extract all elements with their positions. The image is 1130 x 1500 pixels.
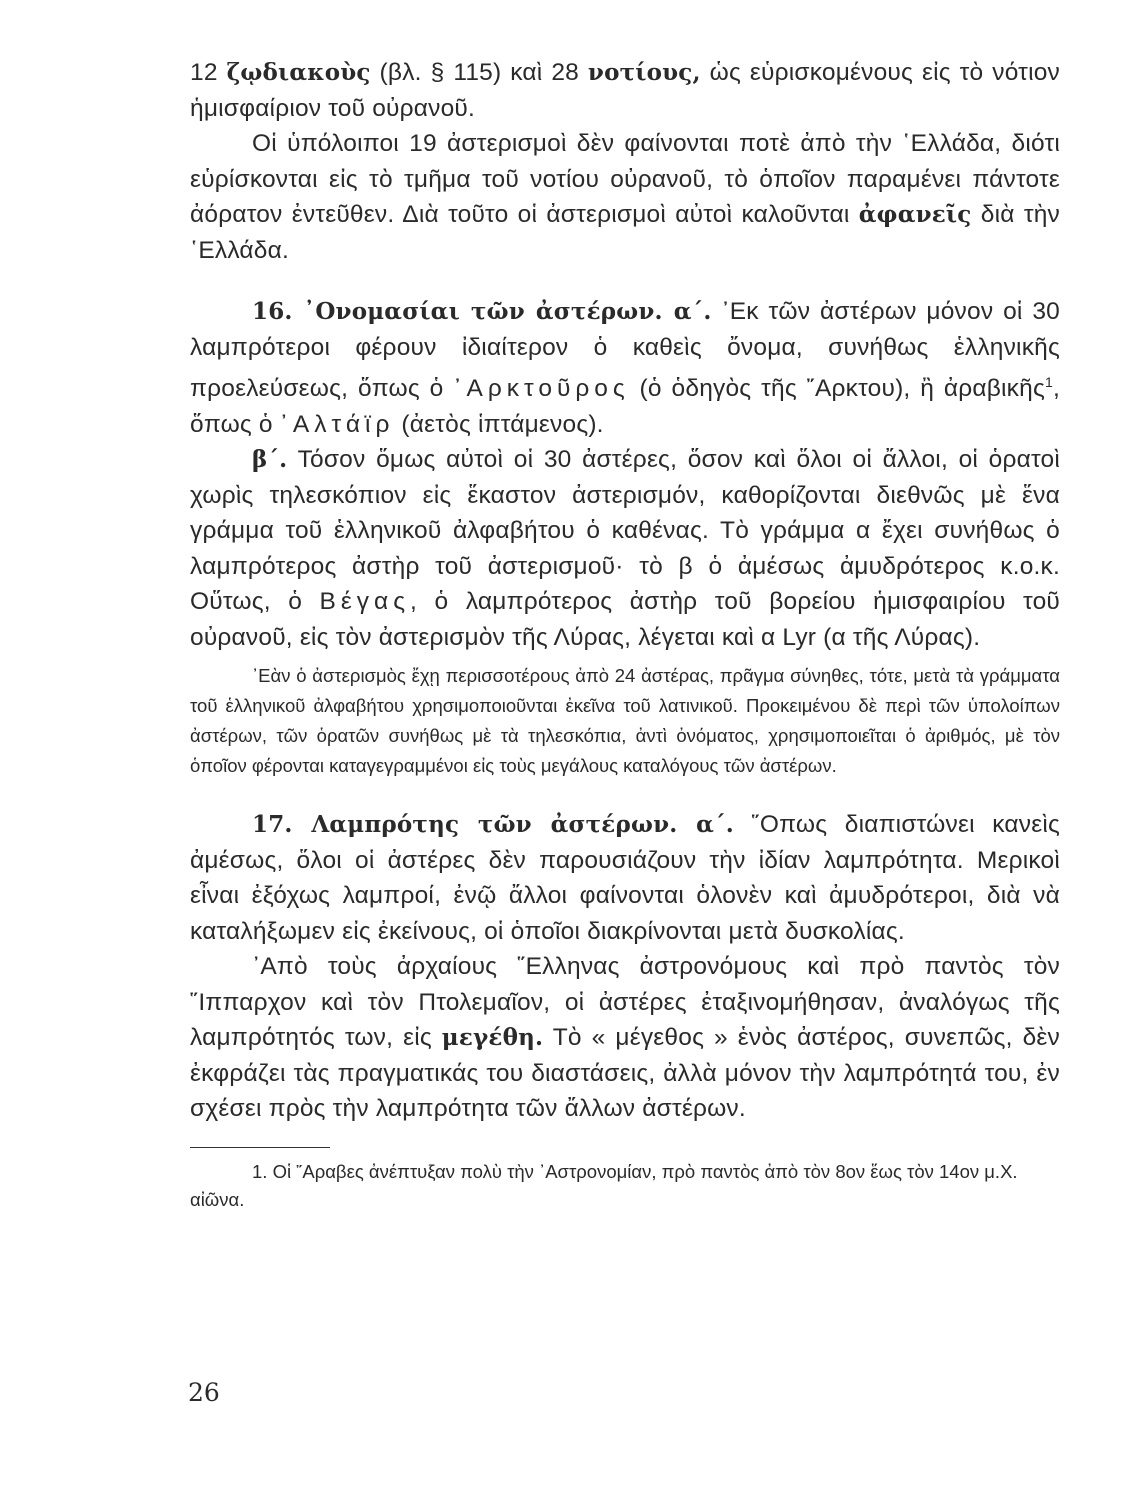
text-run: διὰ τὴν ῾Ελλάδα.: [190, 201, 1061, 264]
footnote: 1. Οἱ ῎Αραβες ἀνέπτυξαν πολὺ τὴν ᾿Αστρονομίαν, πρὸ παντὸς ἀπὸ τὸν 8ον ἕως τὸν 14ον μ.Χ. αἰῶνα.: [190, 1160, 1018, 1210]
spaced-name: Βέγας: [319, 588, 411, 616]
text-run: 12: [190, 59, 227, 86]
text-run: ῞Οπως διαπιστώνει κανεὶς ἀμέσως, ὅλοι οἱ ἀστέρες δὲν παρουσιάζουν τὴν ἰδίαν λαμπρότητα. Μερικοὶ εἶναι ἐξόχως λαμπροί, ἐνῷ ἄλλοι φαίνονται ὁλονὲν καὶ ἀμυδρότεροι, διὰ νὰ καταλήξωμεν εἰς ἐκείνους, οἱ ὁποῖοι διακρίνονται μετὰ δυσκολίας.: [190, 811, 1060, 945]
bold-term: νοτίους,: [587, 59, 701, 86]
bold-term: ἀφανεῖς: [858, 201, 972, 228]
bold-term: ζῳδιακοὺς: [226, 59, 371, 86]
footnote-marker: 1: [1044, 374, 1053, 390]
text-run: Τόσον ὅμως αὐτοὶ οἱ 30 ἀστέρες, ὅσον καὶ ὅλοι οἱ ἄλλοι, οἱ ὁρατοὶ χωρὶς τηλεσκόπιον εἰς ἕκαστον ἀστερισμόν, καθορίζονται διεθνῶς μὲ ἕνα γράμμα τοῦ ἑλληνικοῦ ἀλφαβήτου ὁ καθένας. Τὸ γράμμα α ἔχει συνήθως ὁ λαμπρότερος ἀστὴρ τοῦ ἀστερισμοῦ· τὸ β ὁ ἀμέσως ἀμυδρότερος κ.ο.κ. Οὕτως, ὁ: [190, 446, 1060, 616]
intro-paragraph-2: [190, 126, 1060, 268]
subsection-label: β΄.: [252, 446, 288, 474]
section-16-paragraph-2: [190, 442, 1060, 655]
text-run: (ἀετὸς ἱπτάμενος).: [394, 410, 604, 438]
text-run: (ὁ ὁδηγὸς τῆς ῎Αρκτου), ἢ ἀραβικῆς: [629, 375, 1045, 403]
section-16-heading: 16. ᾿Ονομασίαι τῶν ἀστέρων. α΄.: [252, 298, 712, 325]
text-run: Οἱ ὑπόλοιποι 19 ἀστερισμοὶ δὲν φαίνονται ποτὲ ἀπὸ τὴν ῾Ελλάδα, διότι εὑρίσκονται εἰς τὸ τμῆμα τοῦ νοτίου οὐρανοῦ, τὸ ὁποῖον παραμένει πάντοτε ἀόρατον ἐντεῦθεν. Διὰ τοῦτο οἱ ἀστερισμοὶ αὐτοὶ καλοῦνται: [190, 130, 1060, 228]
page-body: [190, 55, 1060, 1214]
text-run: , ὁ λαμπρότερος ἀστὴρ τοῦ βορείου ἡμισφαιρίου τοῦ οὐρανοῦ, εἰς τὸν ἀστερισμὸν τῆς Λύρας, λέγεται καὶ α Lyr (α τῆς Λύρας).: [190, 588, 1060, 651]
section-17-paragraph-2: [190, 949, 1060, 1127]
text-run: , ὅπως ὁ: [190, 375, 1060, 438]
intro-paragraph-1: [190, 55, 1060, 126]
text-run: Τὸ « μέγεθος » ἑνὸς ἀστέρος, συνεπῶς, δὲν ἐκφράζει τὰς πραγματικάς του διαστάσεις, ἀλλὰ μόνον τὴν λαμπρότητά του, ἐν σχέσει πρὸς τὴν λαμπρότητα τῶν ἄλλων ἀστέρων.: [190, 1024, 1060, 1123]
bold-term: μεγέθη.: [441, 1024, 544, 1052]
section-16-paragraph-1: [190, 294, 1060, 442]
text-run: (βλ. § 115) καὶ 28: [370, 59, 588, 86]
section-16-note: ᾿Εὰν ὁ ἀστερισμὸς ἔχῃ περισσοτέρους ἀπὸ 24 ἀστέρας, πρᾶγμα σύνηθες, τότε, μετὰ τὰ γράμματα τοῦ ἑλληνικοῦ ἀλφαβήτου χρησιμοποιοῦνται ἐκεῖνα τοῦ λατινικοῦ. Προκειμένου δὲ περὶ τῶν ὑπολοίπων ἀστέρων, τῶν ὁρατῶν συνήθως μὲ τὰ τηλεσκόπια, ἀντὶ ὀνόματος, χρησιμοποιεῖται ὁ ἀριθμός, μὲ τὸν ὁποῖον φέρονται καταγεγραμμένοι εἰς τοὺς μεγάλους καταλόγους τῶν ἀστέρων.: [190, 665, 1060, 777]
section-17-heading: 17. Λαμπρότης τῶν ἀστέρων. α΄.: [252, 811, 734, 839]
text-run: ᾿Απὸ τοὺς ἀρχαίους ῞Ελληνας ἀστρονόμους καὶ πρὸ παντὸς τὸν ῞Ιππαρχον καὶ τὸν Πτολεμαῖον, οἱ ἀστέρες ἐταξινομήθησαν, ἀναλόγως τῆς λαμπρότητός των, εἰς: [190, 953, 1060, 1052]
text-run: ᾿Εκ τῶν ἀστέρων μόνον οἱ 30 λαμπρότεροι φέρουν ἰδιαίτερον ὁ καθεὶς ὄνομα, συνήθως ἑλληνικῆς προελεύσεως, ὅπως ὁ: [190, 298, 1061, 403]
spaced-name: ᾿Αρκτοῦρος: [453, 375, 630, 403]
spaced-name: ᾿Αλτάϊρ: [279, 410, 395, 438]
footnote-divider: [190, 1147, 330, 1148]
text-run: ὡς εὑρισκομένους εἰς τὸ νότιον ἡμισφαίριον τοῦ οὐρανοῦ.: [190, 59, 1060, 122]
section-17-paragraph-1: [190, 807, 1060, 949]
page-number: 26: [188, 1378, 220, 1407]
